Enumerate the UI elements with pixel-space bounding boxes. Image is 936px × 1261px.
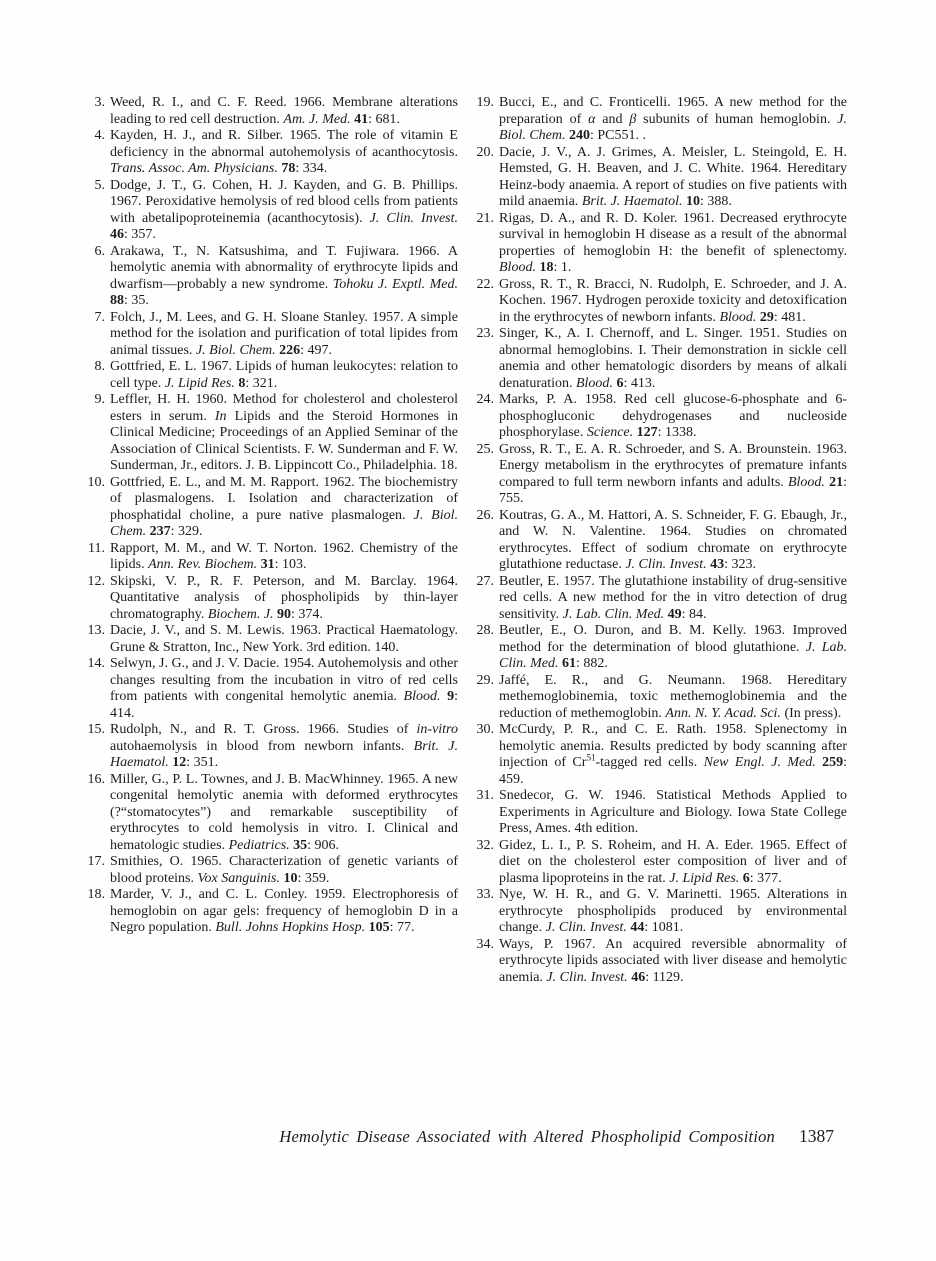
reference-number: 21. bbox=[476, 210, 494, 226]
reference-text: Smithies, O. 1965. Characterization of genetic variants of blood proteins. Vox Sanguinis. 10: 359. bbox=[110, 854, 458, 886]
reference-item bbox=[475, 574, 847, 624]
reference-text: Gottfried, E. L. 1967. Lipids of human leukocytes: relation to cell type. J. Lipid Res. 8: 321. bbox=[110, 359, 458, 391]
reference-number: 26. bbox=[476, 507, 494, 523]
reference-item bbox=[475, 788, 847, 838]
reference-text: Dacie, J. V., A. J. Grimes, A. Meisler, L. Steingold, E. H. Hemsted, G. H. Beaven, and J. C. White. 1964. Hereditary Heinz-body anaemia. A report of studies on five patients with mild anaemia. Brit. J. Haematol. 10: 388. bbox=[499, 144, 847, 209]
reference-text: Skipski, V. P., R. F. Peterson, and M. Barclay. 1964. Quantitative analysis of phospholipids by thin-layer chromatography. Biochem. J. 90: 374. bbox=[110, 573, 458, 622]
reference-text: Gross, R. T., E. A. R. Schroeder, and S. A. Brounstein. 1963. Energy metabolism in the erythrocytes of premature infants compared to full term newborn infants and adults. Blood. 21: 755. bbox=[499, 441, 847, 506]
reference-number: 30. bbox=[476, 722, 494, 737]
reference-text: Nye, W. H. R., and G. V. Marinetti. 1965. Alterations in erythrocyte phospholipids produced by environmental change. J. Clin. Invest. 44: 1081. bbox=[499, 887, 847, 935]
reference-number: 4. bbox=[94, 128, 105, 143]
reference-item bbox=[86, 656, 458, 722]
reference-item bbox=[475, 145, 847, 211]
reference-text: Selwyn, J. G., and J. V. Dacie. 1954. Autohemolysis and other changes resulting from the incubation in vitro of red cells from patients with congenital hemolytic anemia. Blood. 9: 414. bbox=[110, 656, 459, 721]
reference-number: 24. bbox=[476, 392, 494, 407]
reference-item bbox=[86, 722, 458, 772]
reference-number: 8. bbox=[94, 359, 105, 374]
reference-number: 31. bbox=[476, 788, 494, 803]
reference-number: 12. bbox=[87, 573, 105, 589]
reference-number: 15. bbox=[87, 722, 105, 737]
reference-number: 22. bbox=[476, 276, 494, 292]
reference-text: Snedecor, G. W. 1946. Statistical Methods Applied to Experiments in Agriculture and Biology. Iowa State College Press, Ames. 4th edition. bbox=[499, 788, 847, 836]
reference-item bbox=[475, 326, 847, 392]
reference-text: Gottfried, E. L., and M. M. Rapport. 1962. The biochemistry of plasmalogens. I. Isolation and characterization of phosphatidal choline, a pure native plasmalogen. J. Biol. Chem. 237: 329. bbox=[110, 474, 458, 539]
reference-item bbox=[86, 310, 458, 360]
reference-item bbox=[475, 211, 847, 277]
reference-number: 13. bbox=[87, 623, 105, 638]
reference-text: Miller, G., P. L. Townes, and J. B. MacWhinney. 1965. A new congenital hemolytic anemia with deformed erythrocytes (?“stomatocytes”) and remarkable susceptibility of erythrocytes to cold hemolysis in vitro. I. Clinical and hematologic studies. Pediatrics. 35: 906. bbox=[110, 771, 458, 853]
page-footer bbox=[86, 1126, 834, 1147]
reference-text: Gidez, L. I., P. S. Roheim, and H. A. Eder. 1965. Effect of diet on the cholesterol ester composition of liver and of plasma lipoproteins in the rat. J. Lipid Res. 6: 377. bbox=[499, 837, 847, 886]
reference-item bbox=[86, 392, 458, 475]
reference-text: Bucci, E., and C. Fronticelli. 1965. A new method for the preparation of α and β subunits of human hemoglobin. J. Biol. Chem. 240: PC551. . bbox=[499, 95, 847, 143]
reference-number: 34. bbox=[476, 936, 494, 952]
reference-text: Folch, J., M. Lees, and G. H. Sloane Stanley. 1957. A simple method for the isolation and purification of total lipides from animal tissues. J. Biol. Chem. 226: 497. bbox=[110, 309, 458, 358]
reference-item bbox=[475, 277, 847, 327]
reference-number: 20. bbox=[476, 144, 494, 160]
reference-item bbox=[475, 838, 847, 888]
references-column-right bbox=[475, 95, 847, 986]
reference-item bbox=[86, 178, 458, 244]
reference-item bbox=[86, 244, 458, 310]
reference-number: 23. bbox=[476, 326, 494, 341]
reference-item bbox=[86, 95, 458, 128]
reference-number: 5. bbox=[94, 177, 105, 193]
reference-text: Dacie, J. V., and S. M. Lewis. 1963. Practical Haematology. Grune & Stratton, Inc., New York. 3rd edition. 140. bbox=[110, 623, 458, 655]
reference-item bbox=[475, 673, 847, 723]
reference-text: Leffler, H. H. 1960. Method for cholesterol and cholesterol esters in serum. In Lipids and the Steroid Hormones in Clinical Medicine; Proceedings of an Applied Seminar of the Association of Clinical Scientists. F. W. Sunderman and F. W. Sunderman, Jr., editors. J. B. Lippincott Co., Philadelphia. 18. bbox=[110, 392, 458, 473]
reference-text: Marks, P. A. 1958. Red cell glucose-6-phosphate and 6-phosphogluconic dehydrogenases and nucleoside phosphorylase. Science. 127: 1338. bbox=[499, 392, 847, 440]
running-title: Hemolytic Disease Associated with Altered Phospholipid Composition bbox=[279, 1127, 775, 1146]
reference-text: Rudolph, N., and R. T. Gross. 1966. Studies of in-vitro autohaemolysis in blood from newborn infants. Brit. J. Haematol. 12: 351. bbox=[110, 722, 458, 770]
reference-item bbox=[86, 887, 458, 937]
reference-number: 7. bbox=[94, 309, 105, 325]
reference-number: 16. bbox=[87, 771, 105, 787]
reference-text: Kayden, H. J., and R. Silber. 1965. The role of vitamin E deficiency in the abnormal autohemolysis of acanthocytosis. Trans. Assoc. Am. Physicians. 78: 334. bbox=[110, 128, 458, 176]
reference-item bbox=[475, 937, 847, 987]
reference-text: Koutras, G. A., M. Hattori, A. S. Schneider, F. G. Ebaugh, Jr., and W. N. Valentine. 1964. Studies on chromated erythrocytes. Effect of sodium chromate on erythrocyte glutathione reductase. J. Clin. Invest. 43: 323. bbox=[499, 507, 847, 572]
reference-item bbox=[86, 623, 458, 656]
reference-item bbox=[475, 623, 847, 673]
reference-number: 10. bbox=[87, 474, 105, 490]
reference-text: Weed, R. I., and C. F. Reed. 1966. Membrane alterations leading to red cell destruction. Am. J. Med. 41: 681. bbox=[110, 95, 458, 127]
reference-item bbox=[475, 392, 847, 442]
page-number: 1387 bbox=[799, 1126, 834, 1146]
reference-text: Marder, V. J., and C. L. Conley. 1959. Electrophoresis of hemoglobin on agar gels: frequency of hemoglobin D in a Negro population. Bull. Johns Hopkins Hosp. 105: 77. bbox=[110, 887, 458, 935]
reference-text: Ways, P. 1967. An acquired reversible abnormality of erythrocyte lipids associated with liver disease and hemolytic anemia. J. Clin. Invest. 46: 1129. bbox=[499, 936, 847, 985]
reference-text: Beutler, E., O. Duron, and B. M. Kelly. 1963. Improved method for the determination of blood glutathione. J. Lab. Clin. Med. 61: 882. bbox=[499, 623, 848, 671]
reference-item bbox=[86, 574, 458, 624]
reference-number: 3. bbox=[94, 95, 105, 110]
reference-text: Dodge, J. T., G. Cohen, H. J. Kayden, and G. B. Phillips. 1967. Peroxidative hemolysis of red blood cells from patients with abetalipoproteinemia (acanthocytosis). J. Clin. Invest. 46: 357. bbox=[110, 177, 458, 242]
reference-item bbox=[86, 854, 458, 887]
reference-number: 9. bbox=[94, 392, 105, 407]
reference-text: McCurdy, P. R., and C. E. Rath. 1958. Splenectomy in hemolytic anemia. Results predicted by body scanning after injection of Cr$^{51}$-tagged red cells. New Engl. J. Med. 259: 459. bbox=[499, 722, 847, 787]
reference-item bbox=[475, 887, 847, 937]
reference-item bbox=[475, 722, 847, 788]
reference-text: Arakawa, T., N. Katsushima, and T. Fujiwara. 1966. A hemolytic anemia with abnormality of erythrocyte lipids and dwarfism—probably a new syndrome. Tohoku J. Exptl. Med. 88: 35. bbox=[110, 243, 458, 308]
reference-item bbox=[86, 475, 458, 541]
reference-item bbox=[86, 541, 458, 574]
references-column-left bbox=[86, 95, 458, 986]
reference-item bbox=[86, 772, 458, 855]
reference-number: 11. bbox=[88, 540, 105, 556]
reference-item bbox=[86, 128, 458, 178]
reference-item bbox=[475, 95, 847, 145]
reference-number: 28. bbox=[476, 623, 494, 638]
reference-text: Beutler, E. 1957. The glutathione instability of drug-sensitive red cells. A new method for the in vitro detection of drug sensitivity. J. Lab. Clin. Med. 49: 84. bbox=[499, 573, 847, 622]
reference-text: Rigas, D. A., and R. D. Koler. 1961. Decreased erythrocyte survival in hemoglobin H disease as a result of the abnormal properties of hemoglobin H: the benefit of splenectomy. Blood. 18: 1. bbox=[499, 210, 847, 275]
reference-item bbox=[475, 508, 847, 574]
reference-number: 33. bbox=[476, 887, 494, 902]
reference-number: 29. bbox=[476, 672, 494, 688]
reference-text: Rapport, M. M., and W. T. Norton. 1962. Chemistry of the lipids. Ann. Rev. Biochem. 31: 103. bbox=[110, 540, 458, 572]
reference-number: 32. bbox=[476, 837, 494, 853]
reference-number: 6. bbox=[94, 243, 105, 259]
reference-text: Jaffé, E. R., and G. Neumann. 1968. Hereditary methemoglobinemia, toxic methemoglobinemia and the reduction of methemoglobin. Ann. N. Y. Acad. Sci. (In press). bbox=[499, 672, 847, 721]
reference-number: 18. bbox=[87, 887, 105, 902]
reference-number: 14. bbox=[87, 656, 105, 671]
reference-item bbox=[86, 359, 458, 392]
reference-item bbox=[475, 442, 847, 508]
reference-number: 19. bbox=[476, 95, 494, 110]
reference-text: Singer, K., A. I. Chernoff, and L. Singer. 1951. Studies on abnormal hemoglobins. I. Their demonstration in sickle cell anemia and other hematologic disorders by means of alkali denaturation. Blood. 6: 413. bbox=[499, 326, 847, 391]
reference-number: 25. bbox=[476, 441, 494, 457]
references-section bbox=[86, 95, 847, 986]
reference-number: 27. bbox=[476, 573, 494, 589]
reference-text: Gross, R. T., R. Bracci, N. Rudolph, E. Schroeder, and J. A. Kochen. 1967. Hydrogen peroxide toxicity and detoxification in the erythrocytes of newborn infants. Blood. 29: 481. bbox=[499, 276, 847, 325]
reference-number: 17. bbox=[87, 854, 105, 869]
